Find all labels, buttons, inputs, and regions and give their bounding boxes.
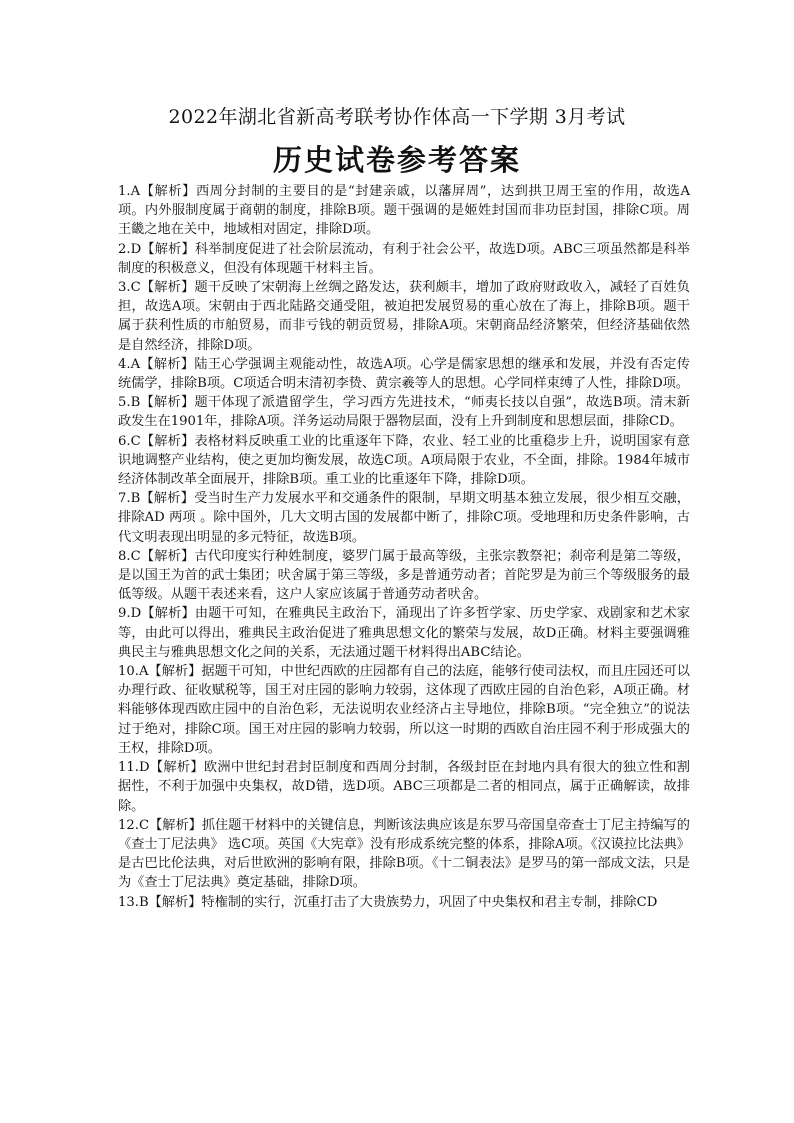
answer-item-2: 2.D【解析】科举制度促进了社会阶层流动，有利于社会公平，故选D项。ABC三项虽然都是科举制度的积极意义，但没有体现题干材料主旨。 [118, 241, 690, 276]
answer-item-5: 5.B【解析】题干体现了派遣留学生，学习西方先进技术，“师夷长技以自强”，故选B项。清末新政发生在1901年，排除A项。洋务运动局限于器物层面，没有上升到制度和思想层面，排除CD。 [118, 395, 690, 430]
exam-title: 2022年湖北省新高考联考协作体高一下学期 3月考试 [168, 106, 626, 128]
answer-item-1: 1.A【解析】西周分封制的主要目的是“封建亲戚，以藩屏周”，达到拱卫周王室的作用，故选A项。内外服制度属于商朝的制度，排除B项。题干强调的是姬姓封国而非功臣封国，排除C项。周王畿之地在关中，地域相对固定，排除D项。 [118, 184, 690, 238]
answer-item-7: 7.B【解析】受当时生产力发展水平和交通条件的限制，早期文明基本独立发展，很少相互交融，排除AD 两项 。除中国外，几大文明古国的发展都中断了，排除C项。受地理和历史条件影响，古代文明表现出明显的多元特征，故选B项。 [118, 491, 690, 545]
answer-item-6: 6.C【解析】表格材料反映重工业的比重逐年下降，农业、轻工业的比重稳步上升，说明国家有意识地调整产业结构，使之更加均衡发展，故选C项。A项局限于农业，不全面，排除。1984年城市经济体制改革全面展开，排除B项。重工业的比重逐年下降，排除D项。 [118, 433, 690, 488]
answer-item-10: 10.A【解析】据题干可知，中世纪西欧的庄园都有自己的法庭，能够行使司法权，而且庄园还可以办理行政、征收赋税等，国王对庄园的影响力较弱，这体现了西欧庄园的自治色彩，A项正确。材料能够体现西欧庄园中的自治色彩，无法说明农业经济占主导地位，排除B项。“完全独立”的说法过于绝对，排除C项。国王对庄园的影响力较弱，所以这一时期的西欧自治庄园不利于形成强大的王权，排除D项。 [118, 664, 690, 756]
answer-item-9: 9.D【解析】由题干可知，在雅典民主政治下，涌现出了许多哲学家、历史学家、戏剧家和艺术家等，由此可以得出，雅典民主政治促进了雅典思想文化的繁荣与发展，故D正确。材料主要强调雅典民主与雅典思想文化之间的关系，无法通过题干材料得出ABC结论。 [118, 606, 690, 660]
answer-key-heading: 历史试卷参考答案 [272, 143, 521, 177]
answer-item-3: 3.C【解析】题干反映了宋朝海上丝绸之路发达，获利颇丰，增加了政府财政收入，减轻了百姓负担，故选A项。宋朝由于西北陆路交通受阻，被迫把发展贸易的重心放在了海上，排除B项。题干属于获利性质的市舶贸易，而非亏钱的朝贡贸易，排除A项。宋朝商品经济繁荣，但经济基础依然是自然经济，排除D项。 [118, 280, 690, 353]
answer-item-12: 12.C【解析】抓住题干材料中的关键信息，判断该法典应该是东罗马帝国皇帝查士丁尼主持编写的《查士丁尼法典》 选C项。英国《大宪章》没有形成系统完整的体系，排除A项。《汉谟拉比法典》是古巴比伦法典，对后世欧洲的影响有限，排除B项。《十二铜表法》是罗马的第一部成文法，只是为《查士丁尼法典》奠定基础，排除D项。 [118, 817, 690, 891]
answer-item-8: 8.C【解析】古代印度实行种姓制度，婆罗门属于最高等级，主张宗教祭祀；刹帝利是第二等级，是以国王为首的武士集团；吠舍属于第三等级，多是普通劳动者；首陀罗是为前三个等级服务的最低等级。从题干表述来看，这户人家应该属于普通劳动者吠舍。 [118, 548, 690, 603]
answer-item-4: 4.A【解析】陆王心学强调主观能动性，故选A项。心学是儒家思想的继承和发展，并没有否定传统儒学，排除B项。C项适合明末清初李贽、黄宗羲等人的思想。心学同样束缚了人性，排除D项。 [118, 356, 690, 392]
answer-item-13: 13.B【解析】特権制的实行，沉重打击了大贵族势力，巩固了中央集权和君主专制，排除CD [118, 894, 658, 910]
answer-item-11: 11.D【解析】欧洲中世纪封君封臣制度和西周分封制，各级封臣在封地内具有很大的独立性和割据性，不利于加强中央集权，故D错，选D项。ABC三项都是二者的相同点，属于正确解读，故排除。 [118, 760, 690, 814]
answer-list [118, 182, 690, 912]
